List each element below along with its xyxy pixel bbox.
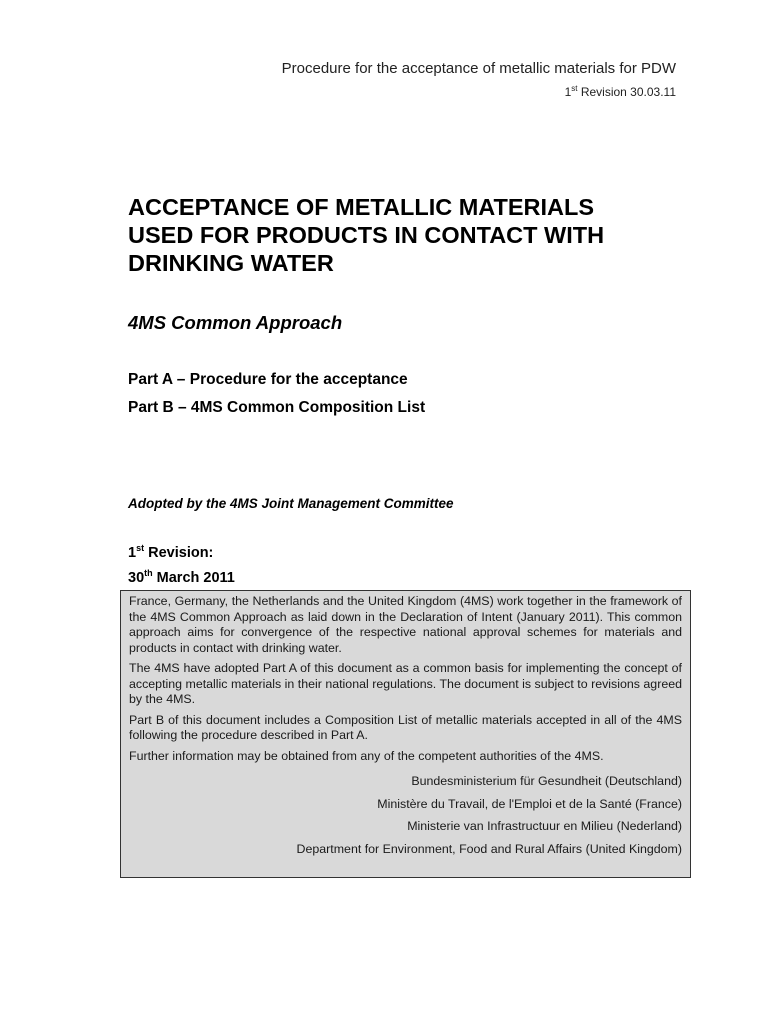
header-title: Procedure for the acceptance of metallic materials for PDW xyxy=(281,60,676,77)
document-title xyxy=(128,193,688,277)
info-box xyxy=(120,590,691,878)
header-revision-text: Revision 30.03.11 xyxy=(577,85,676,99)
authority-france: Ministère du Travail, de l'Emploi et de la Santé (France) xyxy=(377,796,682,811)
info-paragraph: Further information may be obtained from any of the competent authorities of the 4MS. xyxy=(129,748,604,763)
info-paragraph: The 4MS have adopted Part A of this document as a common basis for implementing the concept of accepting metallic materials in their national regulations. The document is subject to revisions agreed by the 4MS. xyxy=(129,661,682,706)
part-b-heading: Part B – 4MS Common Composition List xyxy=(128,399,426,416)
adopted-by-note: Adopted by the 4MS Joint Management Committee xyxy=(128,496,454,511)
revision-label-text: Revision: xyxy=(144,544,214,561)
revision-suffix: st xyxy=(136,543,145,553)
document-title-line: ACCEPTANCE OF METALLIC MATERIALS xyxy=(128,194,595,220)
header-revision-ordinal: 1 xyxy=(564,85,572,99)
revision-date-rest: March 2011 xyxy=(152,569,235,586)
revision-date-day: 30 xyxy=(128,569,145,586)
authority-germany: Bundesministerium für Gesundheit (Deutschland) xyxy=(411,774,682,788)
document-title-line: USED FOR PRODUCTS IN CONTACT WITH xyxy=(128,222,605,248)
document-title-line: DRINKING WATER xyxy=(128,250,334,276)
revision-date xyxy=(128,568,235,586)
header-revision xyxy=(565,84,676,99)
info-paragraph: Part B of this document includes a Composition List of metallic materials accepted in all of the 4MS following the procedure described in Part A. xyxy=(129,712,682,742)
authority-netherlands: Ministerie van Infrastructuur en Milieu (Nederland) xyxy=(407,819,682,833)
revision-ordinal: 1 xyxy=(128,544,137,561)
info-paragraph: France, Germany, the Netherlands and the United Kingdom (4MS) work together in the framework of the 4MS Common Approach as laid down in the Declaration of Intent (January 2011). This common approach aims for convergence of the respective national approval schemes for materials and products in contact with drinking water. xyxy=(129,594,682,655)
revision-date-suffix: th xyxy=(144,568,153,578)
document-subtitle: 4MS Common Approach xyxy=(128,312,343,333)
authority-united-kingdom: Department for Environment, Food and Rural Affairs (United Kingdom) xyxy=(296,841,682,856)
header-revision-suffix: st xyxy=(571,84,578,93)
revision-label xyxy=(128,543,213,561)
part-a-heading: Part A – Procedure for the acceptance xyxy=(128,371,408,388)
